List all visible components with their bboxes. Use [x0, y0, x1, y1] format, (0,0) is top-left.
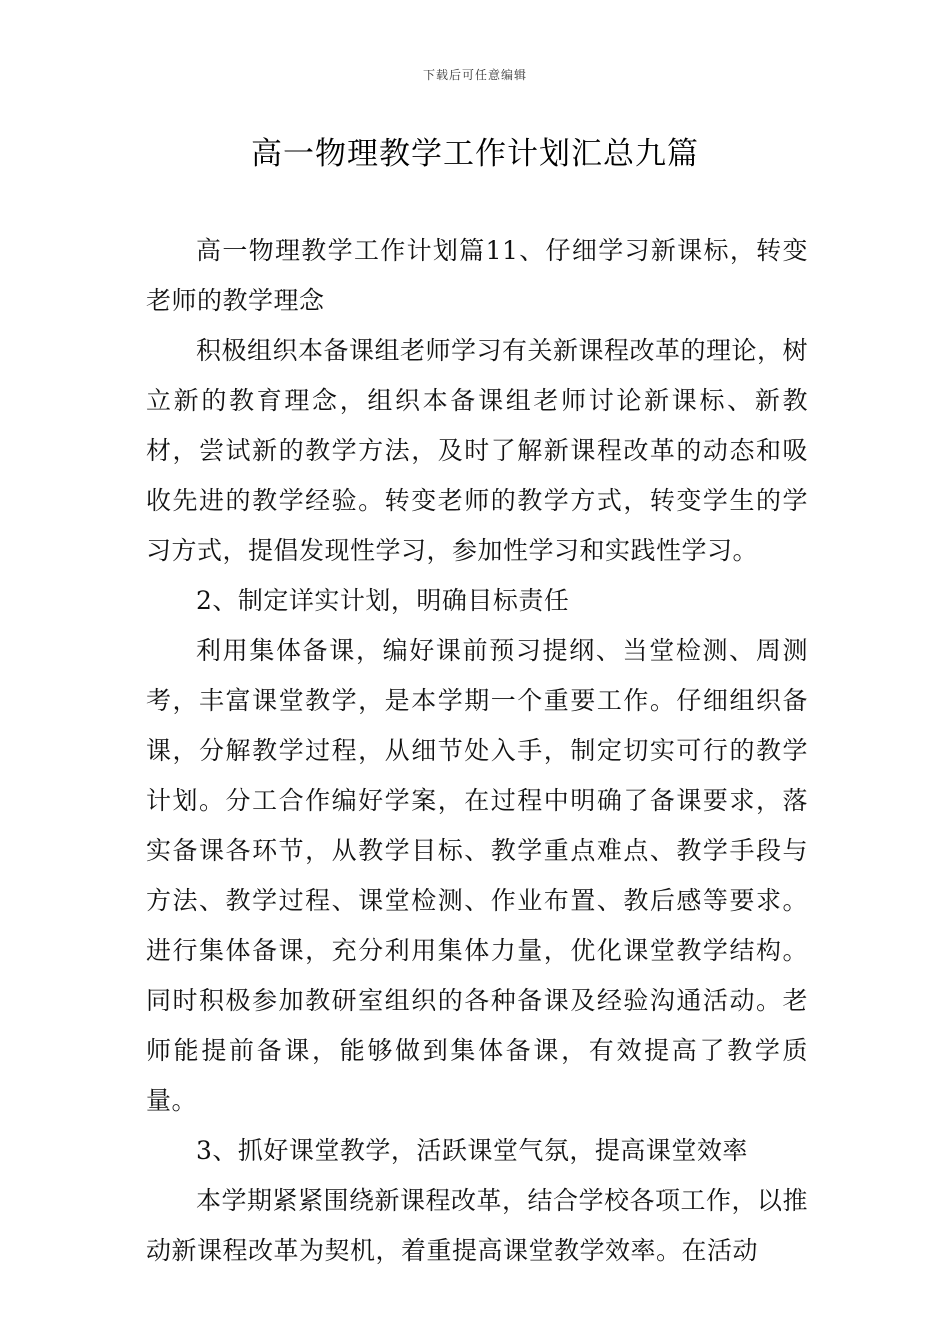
paragraph: 积极组织本备课组老师学习有关新课程改革的理论，树立新的教育理念，组织本备课组老师讨论新课标、新教材，尝试新的教学方法，及时了解新课程改革的动态和吸收先进的教学经验。转变老师的教学方式，转变学生的学习方式，提倡发现性学习，参加性学习和实践性学习。: [146, 336, 809, 565]
header-note: 下载后可任意编辑: [422, 68, 527, 82]
document-title: 高一物理教学工作计划汇总九篇: [251, 136, 699, 172]
paragraph: 利用集体备课，编好课前预习提纲、当堂检测、周测考，丰富课堂教学，是本学期一个重要工作。仔细组织备课，分解教学过程，从细节处入手，制定切实可行的教学计划。分工合作编好学案，在过程中明确了备课要求，落实备课各环节，从教学目标、教学重点难点、教学手段与方法、教学过程、课堂检测、作业布置、教后感等要求。进行集体备课，充分利用集体力量，优化课堂教学结构。同时积极参加教研室组织的各种备课及经验沟通活动。老师能提前备课，能够做到集体备课，有效提高了教学质量。: [146, 636, 808, 1115]
document-body: [146, 226, 808, 1276]
paragraph: 本学期紧紧围绕新课程改革，结合学校各项工作，以推动新课程改革为契机，着重提高课堂教学效率。在活动: [146, 1186, 809, 1265]
section-heading: 3、抓好课堂教学，活跃课堂气氛，提高课堂效率: [196, 1136, 748, 1165]
section-heading: 2、制定详实计划，明确目标责任: [196, 586, 570, 615]
paragraph: 高一物理教学工作计划篇11、仔细学习新课标，转变老师的教学理念: [146, 236, 808, 315]
